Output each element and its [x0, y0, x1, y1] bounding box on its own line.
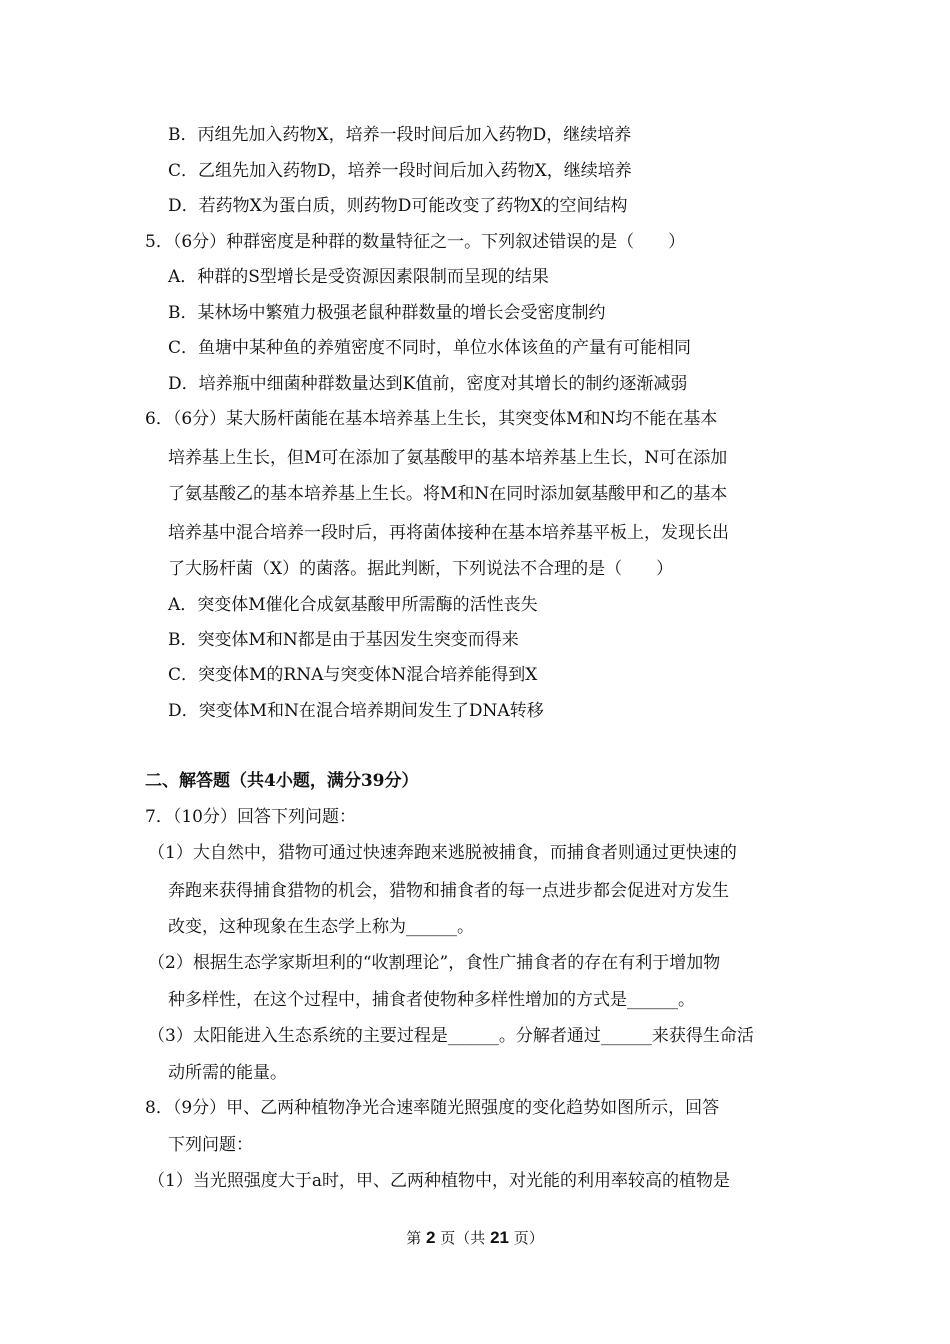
q5-stem: 5．（6分）种群密度是种群的数量特征之一。下列叙述错误的是（ ）	[145, 232, 686, 252]
q8-part1-line: （1）当光照强度大于a时，甲、乙两种植物中，对光能的利用率较高的植物是	[148, 1171, 730, 1191]
q6-option-c: C．突变体M的RNA与突变体N混合培养能得到X	[168, 665, 538, 685]
q4-option-c: C．乙组先加入药物D，培养一段时间后加入药物X，继续培养	[168, 161, 632, 181]
q7-part3-line: （3）太阳能进入生态系统的主要过程是______。分解者通过______来获得生命活	[148, 1026, 754, 1046]
q8-stem-line: 下列问题：	[168, 1135, 253, 1155]
q5-option-b: B．某林场中繁殖力极强老鼠种群数量的增长会受密度制约	[168, 303, 606, 323]
q7-part2-line: 种多样性，在这个过程中，捕食者使物种多样性增加的方式是______。	[168, 990, 695, 1010]
q6-option-d: D．突变体M和N在混合培养期间发生了DNA转移	[168, 701, 544, 721]
q6-option-b: B．突变体M和N都是由于基因发生突变而得来	[168, 630, 519, 650]
q7-part2-line: （2）根据生态学家斯坦利的“收割理论”，食性广捕食者的存在有利于增加物	[148, 953, 721, 973]
q7-part1-line: 奔跑来获得捕食猎物的机会，猎物和捕食者的每一点进步都会促进对方发生	[168, 881, 729, 901]
q6-stem-line: 了大肠杆菌（X）的菌落。据此判断，下列说法不合理的是（ ）	[168, 559, 674, 579]
footer-suffix: 页）	[513, 1229, 544, 1247]
q6-stem-line: 6．（6分）某大肠杆菌能在基本培养基上生长，其突变体M和N均不能在基本	[145, 409, 718, 429]
q7-part3-line: 动所需的能量。	[168, 1063, 287, 1083]
q7-stem: 7．（10分）回答下列问题：	[145, 807, 356, 827]
footer-prefix: 第	[406, 1229, 422, 1247]
q4-option-d: D．若药物X为蛋白质，则药物D可能改变了药物X的空间结构	[168, 196, 628, 216]
q6-stem-line: 培养基中混合培养一段时后，再将菌体接种在基本培养基平板上，发现长出	[168, 523, 729, 543]
q8-stem-line: 8．（9分）甲、乙两种植物净光合速率随光照强度的变化趋势如图所示，回答	[145, 1098, 720, 1118]
footer-page-number: 2	[426, 1228, 436, 1247]
q6-stem-line: 了氨基酸乙的基本培养基上生长。将M和N在同时添加氨基酸甲和乙的基本	[168, 484, 728, 504]
page-footer	[0, 1228, 950, 1248]
q6-stem-line: 培养基上生长，但M可在添加了氨基酸甲的基本培养基上生长，N可在添加	[168, 448, 728, 468]
q7-part1-line: 改变，这种现象在生态学上称为______。	[168, 917, 474, 937]
q5-option-a: A．种群的S型增长是受资源因素限制而呈现的结果	[168, 267, 549, 287]
q7-part1-line: （1）大自然中，猎物可通过快速奔跑来逃脱被捕食，而捕食者则通过更快速的	[148, 843, 737, 863]
footer-mid: 页（共	[440, 1229, 486, 1247]
q6-option-a: A．突变体M催化合成氨基酸甲所需酶的活性丧失	[168, 595, 538, 615]
footer-total-pages: 21	[490, 1228, 509, 1247]
q5-option-c: C．鱼塘中某种鱼的养殖密度不同时，单位水体该鱼的产量有可能相同	[168, 338, 692, 358]
q5-option-d: D．培养瓶中细菌种群数量达到K值前，密度对其增长的制约逐渐减弱	[168, 374, 688, 394]
q4-option-b: B．丙组先加入药物X，培养一段时间后加入药物D，继续培养	[168, 125, 632, 145]
section-heading: 二、解答题（共4小题，满分39分）	[145, 771, 419, 791]
